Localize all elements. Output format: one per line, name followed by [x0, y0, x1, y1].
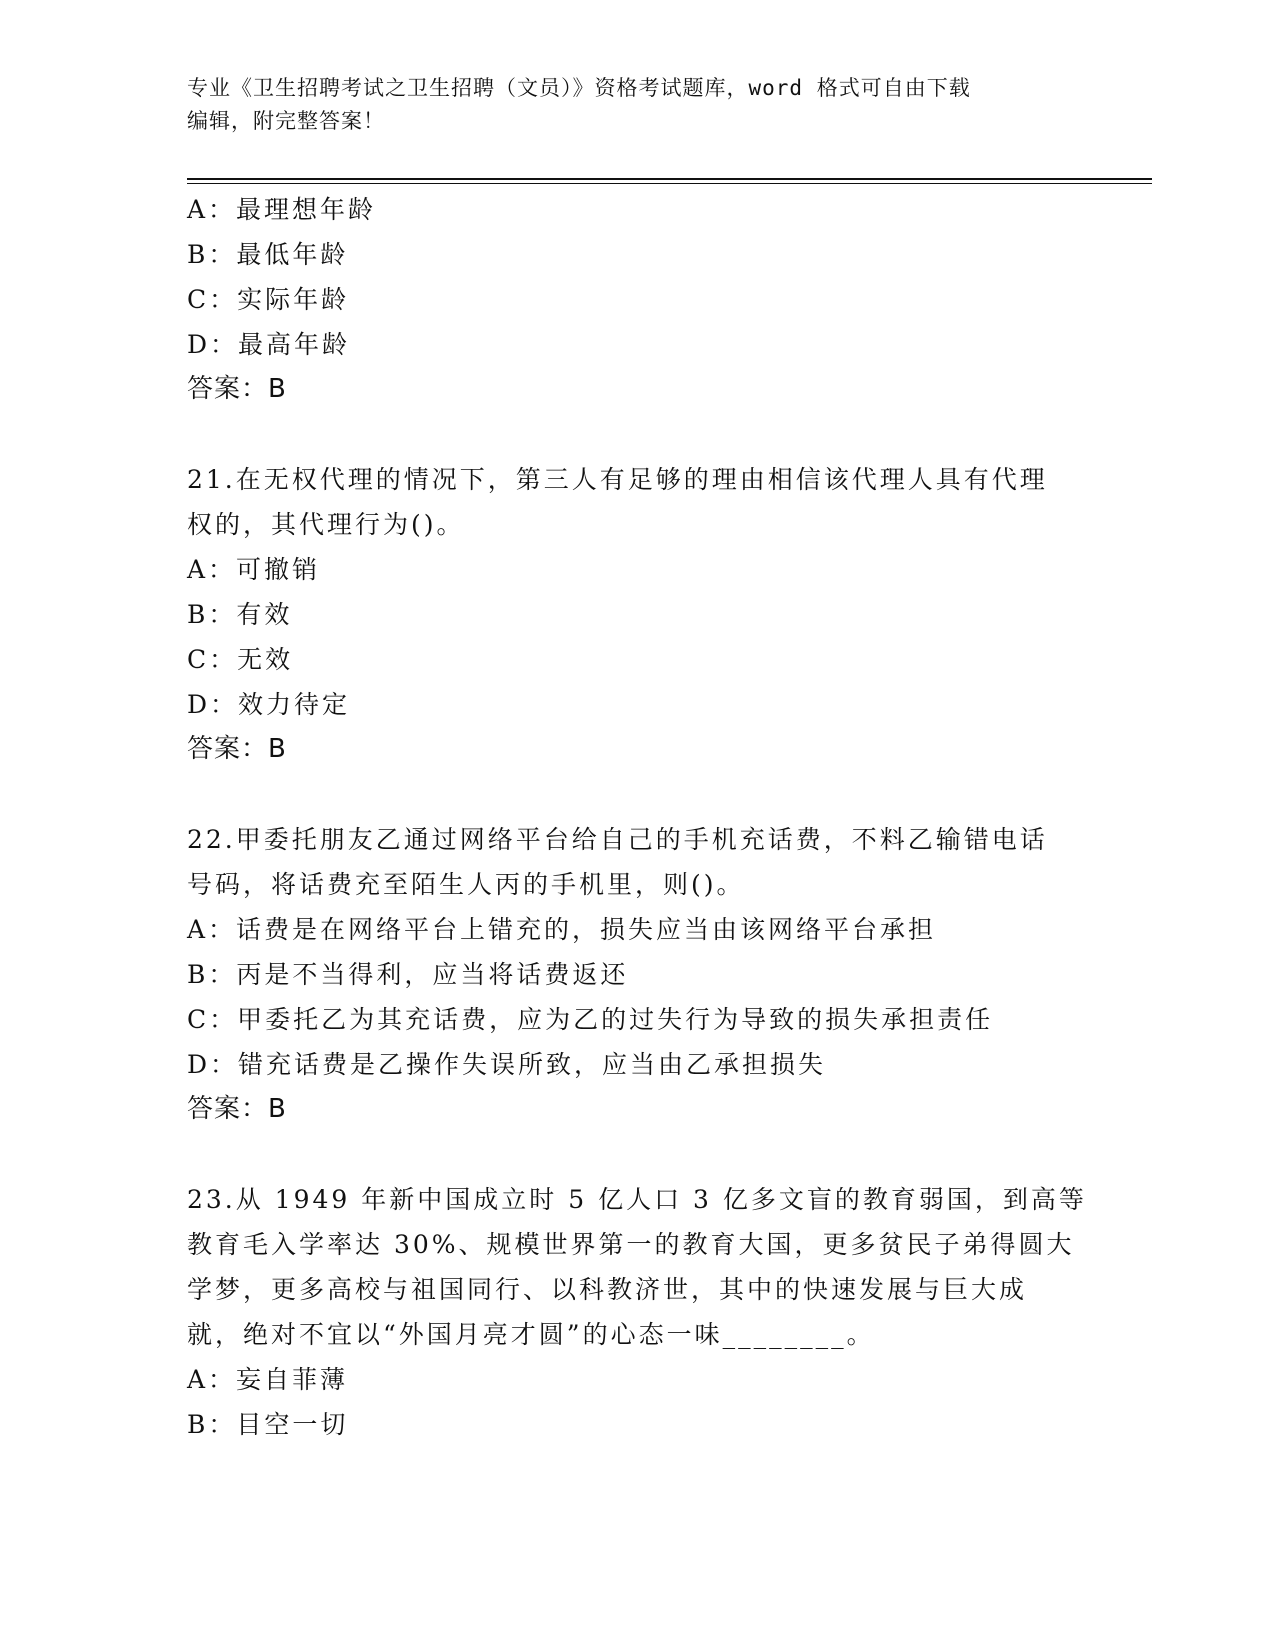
q21-option-c: C：无效 [187, 645, 294, 674]
q21-option-a: A：可撤销 [187, 555, 321, 584]
header-line-1: 专业《卫生招聘考试之卫生招聘（文员）》资格考试题库，word 格式可自由下载 [187, 76, 971, 100]
q21-stem-line-1: 21.在无权代理的情况下，第三人有足够的理由相信该代理人具有代理 [187, 465, 1048, 494]
document-header [187, 72, 1087, 138]
q21-option-b: B：有效 [187, 600, 293, 629]
q23-option-a: A：妄自菲薄 [187, 1365, 349, 1394]
q22-stem-line-2: 号码，将话费充至陌生人丙的手机里，则()。 [187, 870, 745, 899]
q22-option-d: D：错充话费是乙操作失误所致，应当由乙承担损失 [187, 1050, 827, 1079]
header-divider [187, 178, 1152, 180]
q21-answer: 答案：B [187, 734, 287, 764]
header-line-2: 编辑，附完整答案！ [187, 109, 385, 133]
q22-stem-line-1: 22.甲委托朋友乙通过网络平台给自己的手机充话费，不料乙输错电话 [187, 825, 1048, 854]
q20-option-d: D：最高年龄 [187, 330, 351, 359]
q20-option-c: C：实际年龄 [187, 285, 350, 314]
header-divider-thin [187, 183, 1152, 184]
q23-stem-line-1: 23.从 1949 年新中国成立时 5 亿人口 3 亿多文盲的教育弱国，到高等 [187, 1185, 1087, 1214]
q22-option-a: A：话费是在网络平台上错充的，损失应当由该网络平台承担 [187, 915, 937, 944]
q23-stem-line-3: 学梦，更多高校与祖国同行、以科教济世，其中的快速发展与巨大成 [187, 1275, 1028, 1304]
q23-stem-line-2: 教育毛入学率达 30%、规模世界第一的教育大国，更多贫民子弟得圆大 [187, 1230, 1075, 1259]
q21-option-d: D：效力待定 [187, 690, 351, 719]
q21-stem-line-2: 权的，其代理行为()。 [187, 510, 465, 539]
q20-option-b: B：最低年龄 [187, 240, 349, 269]
q20-answer: 答案：B [187, 374, 287, 404]
q23-stem-line-4: 就，绝对不宜以“外国月亮才圆”的心态一味________。 [187, 1320, 875, 1349]
q22-option-b: B：丙是不当得利，应当将话费返还 [187, 960, 629, 989]
q20-option-a: A：最理想年龄 [187, 195, 377, 224]
q22-option-c: C：甲委托乙为其充话费，应为乙的过失行为导致的损失承担责任 [187, 1005, 994, 1034]
q23-option-b: B：目空一切 [187, 1410, 349, 1439]
q22-answer: 答案：B [187, 1094, 287, 1124]
